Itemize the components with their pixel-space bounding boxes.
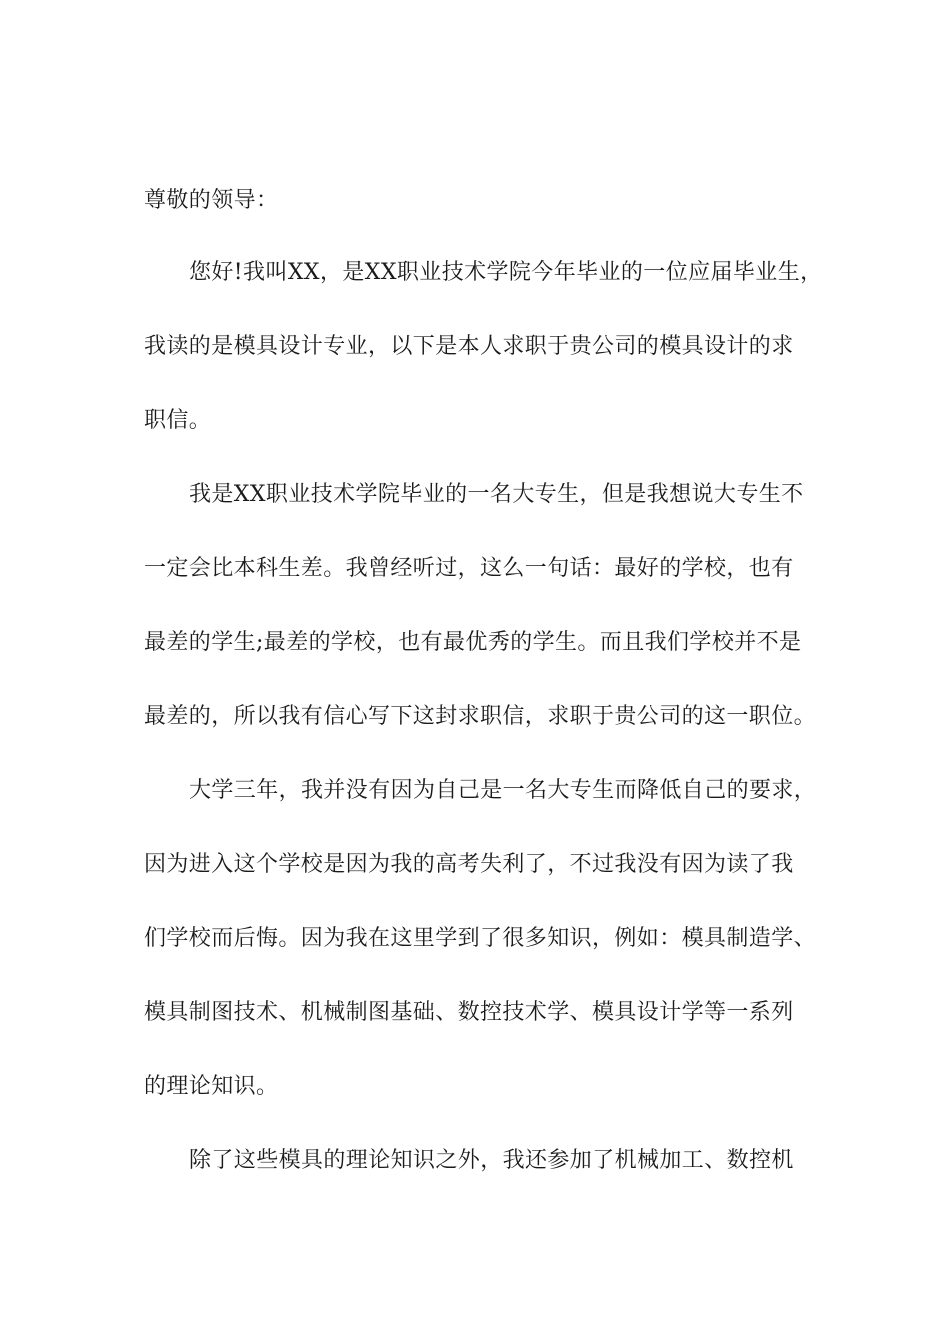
paragraph-2-line-2: 一定会比本科生差。我曾经听过，这么一句话：最好的学校，也有	[144, 556, 794, 581]
paragraph-2-line-4: 最差的，所以我有信心写下这封求职信，求职于贵公司的这一职位。	[144, 704, 817, 729]
paragraph-3-line-1: 大学三年，我并没有因为自己是一名大专生而降低自己的要求，	[189, 778, 817, 803]
paragraph-4-line-1: 除了这些模具的理论知识之外，我还参加了机械加工、数控机	[189, 1148, 794, 1173]
paragraph-2-line-3: 最差的学生;最差的学校，也有最优秀的学生。而且我们学校并不是	[144, 630, 802, 655]
paragraph-3-line-3: 们学校而后悔。因为我在这里学到了很多知识，例如：模具制造学、	[144, 926, 817, 951]
paragraph-2-line-1: 我是XX职业技术学院毕业的一名大专生，但是我想说大专生不	[189, 482, 804, 507]
paragraph-3-line-2: 因为进入这个学校是因为我的高考失利了，不过我没有因为读了我	[144, 852, 794, 877]
salutation: 尊敬的领导：	[144, 188, 279, 213]
paragraph-1-line-3: 职信。	[144, 408, 212, 433]
paragraph-3-line-5: 的理论知识。	[144, 1074, 279, 1099]
paragraph-1-line-2: 我读的是模具设计专业，以下是本人求职于贵公司的模具设计的求	[144, 334, 794, 359]
paragraph-1-line-1: 您好!我叫XX，是XX职业技术学院今年毕业的一位应届毕业生，	[189, 260, 823, 285]
paragraph-3-line-4: 模具制图技术、机械制图基础、数控技术学、模具设计学等一系列	[144, 1000, 794, 1025]
